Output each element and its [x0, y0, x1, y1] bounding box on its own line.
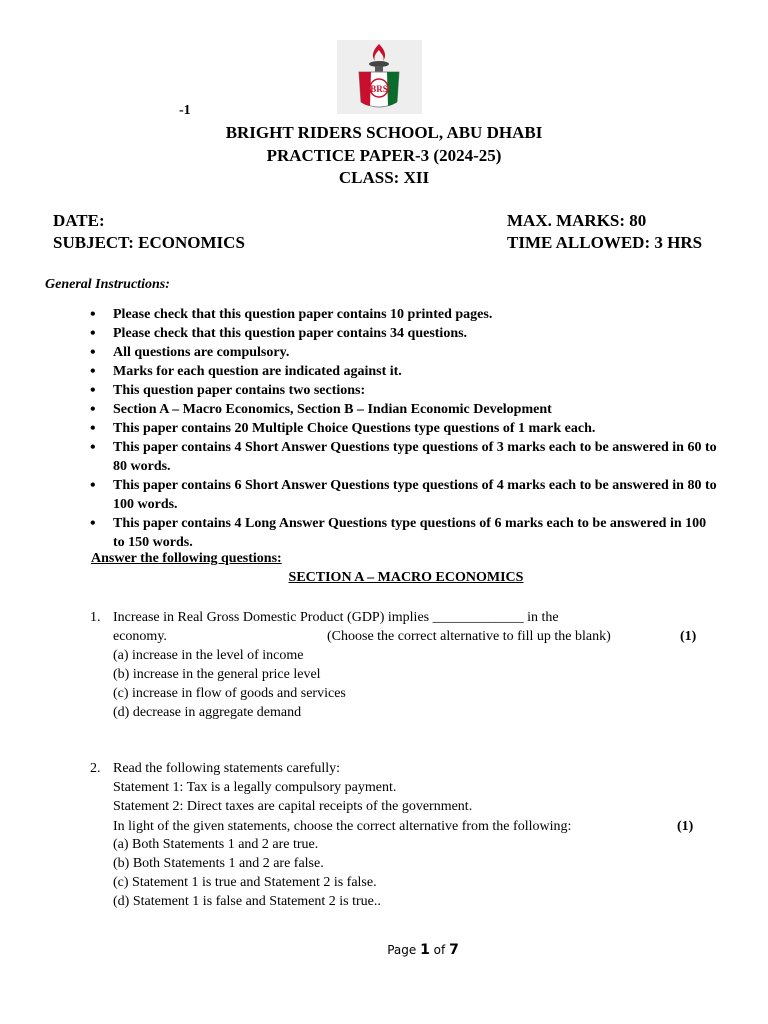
instruction-item: • This paper contains 4 Short Answer Questions type questions of 3 marks each to be answered in 60 to 80 words.	[90, 438, 720, 476]
school-logo	[337, 40, 422, 114]
answer-heading: Answer the following questions:	[91, 551, 282, 566]
question-intro: Read the following statements carefully:	[113, 761, 341, 776]
question-marks: (1)	[680, 629, 697, 644]
instruction-item: • Please check that this question paper contains 10 printed pages.	[90, 305, 720, 324]
instruction-item: • Section A – Macro Economics, Section B – Indian Economic Development	[90, 400, 720, 419]
page-footer	[0, 942, 768, 958]
subject-label: SUBJECT: ECONOMICS	[53, 233, 245, 252]
option-a: (a) increase in the level of income	[113, 648, 304, 663]
torch-crest-icon	[337, 40, 422, 114]
instruction-item: • All questions are compulsory.	[90, 343, 720, 362]
svg-text:BRS: BRS	[370, 84, 388, 94]
option-c: (c) increase in flow of goods and services	[113, 686, 346, 701]
statement-1: Statement 1: Tax is a legally compulsory payment.	[113, 780, 397, 795]
instruction-item: • This paper contains 20 Multiple Choice Questions type questions of 1 mark each.	[90, 419, 720, 438]
option-d: (d) Statement 1 is false and Statement 2 is true..	[113, 894, 381, 909]
question-text-cont: economy.	[113, 629, 167, 644]
statement-2: Statement 2: Direct taxes are capital receipts of the government.	[113, 799, 473, 814]
instruction-item: • Please check that this question paper contains 34 questions.	[90, 324, 720, 343]
time-allowed-label: TIME ALLOWED: 3 HRS	[507, 233, 703, 252]
paper-title: PRACTICE PAPER-3 (2024-25)	[266, 146, 502, 165]
instructions-list	[90, 305, 720, 552]
footer-page-word: Page	[387, 943, 417, 957]
footer-total-pages: 7	[449, 942, 459, 958]
question-text: Increase in Real Gross Domestic Product (GDP) implies _____________ in the	[113, 610, 559, 625]
option-a: (a) Both Statements 1 and 2 are true.	[113, 837, 319, 852]
date-label: DATE:	[53, 211, 105, 230]
instruction-item: • This question paper contains two sections:	[90, 381, 720, 400]
max-marks-label: MAX. MARKS: 80	[507, 211, 647, 230]
option-c: (c) Statement 1 is true and Statement 2 is false.	[113, 875, 377, 890]
page-marker: -1	[179, 103, 191, 118]
option-b: (b) increase in the general price level	[113, 667, 321, 682]
question-instruction: (Choose the correct alternative to fill up the blank)	[327, 629, 611, 644]
section-title: SECTION A – MACRO ECONOMICS	[288, 570, 524, 585]
school-name: BRIGHT RIDERS SCHOOL, ABU DHABI	[225, 123, 543, 142]
question-marks: (1)	[677, 819, 694, 834]
option-d: (d) decrease in aggregate demand	[113, 705, 302, 720]
instruction-item: • This paper contains 6 Short Answer Questions type questions of 4 marks each to be answered in 80 to 100 words.	[90, 476, 720, 514]
instruction-item: • Marks for each question are indicated against it.	[90, 362, 720, 381]
general-instructions-title: General Instructions:	[45, 277, 170, 292]
footer-of-word: of	[433, 943, 446, 957]
question-number: 2.	[90, 761, 101, 776]
question-number: 1.	[90, 610, 101, 625]
footer-current-page: 1	[420, 942, 430, 958]
instruction-item: • This paper contains 4 Long Answer Questions type questions of 6 marks each to be answered in 100 to 150 words.	[90, 514, 720, 552]
question-prompt: In light of the given statements, choose the correct alternative from the following:	[113, 819, 572, 834]
option-b: (b) Both Statements 1 and 2 are false.	[113, 856, 324, 871]
class-label: CLASS: XII	[338, 168, 430, 187]
